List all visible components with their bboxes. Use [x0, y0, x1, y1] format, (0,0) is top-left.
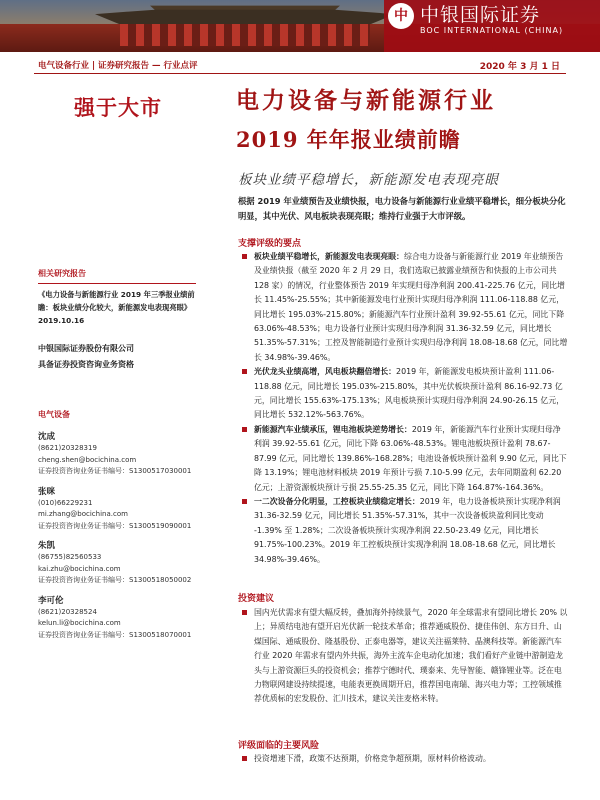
key-point-item-heading: 一二次设备分化明显，工控板块业绩稳定增长：	[254, 496, 420, 506]
key-point-item	[238, 423, 568, 495]
analyst-card	[38, 485, 198, 533]
analyst-email[interactable]: kelun.li@bocichina.com	[38, 619, 121, 627]
lead-paragraph: 根据 2019 年业绩预告及业绩快报，电力设备与新能源行业业绩平稳增长，细分板块分化明显，其中光伏、风电板块表现亮眼；维持行业强于大市评级。	[238, 196, 566, 221]
key-point-item-text: 综合电力设备与新能源行业 2019 年业绩预告及业绩快报（截至 2020 年 2 月 29 日，我们选取已披露业绩预告和快报的上市公司共 128 家）的情况，行业整体预告 2019 年实现归母净利润 200.41-225.76 亿元，同比增长 11.45%-25.55%；其中新能源发电行业预计实现归母净利润 111.06-118.88 亿元，同比增长 195.03%-215.80%；新能源汽车行业预计盈利 39.92-55.61 亿元，同比下降 63.06%-48.53%；电力设备行业预计实现归母净利润 31.36-32.59 亿元，同比增长 51.35%-57.31%；工控及智能制造行业预计实现归母净利润 18.08-18.68 亿元，同比增长 34.98%-39.46%。	[254, 252, 568, 362]
advice-heading: 投资建议	[238, 594, 275, 604]
org-qualification: 具备证券投资咨询业务资格	[38, 360, 134, 369]
sidebar	[38, 268, 198, 648]
bullet-square-icon	[242, 499, 247, 504]
key-point-item	[238, 365, 568, 423]
bullet-square-icon	[242, 610, 247, 615]
analyst-card	[38, 430, 198, 478]
palace-roof	[95, 2, 395, 24]
advice-item	[238, 606, 568, 707]
brand-name-en: BOC INTERNATIONAL (CHINA)	[420, 26, 564, 35]
key-point-item	[238, 495, 568, 567]
related-report: 《电力设备与新能源行业 2019 年三季报业绩前瞻：板块业绩分化较大，新能源发电表现亮眼》2019.10.16	[38, 290, 195, 325]
page-title-line2: 2019 年年报业绩前瞻	[236, 127, 461, 152]
rating-label: 强于大市	[74, 96, 162, 120]
analyst-card	[38, 539, 198, 587]
analyst-email[interactable]: kai.zhu@bocichina.com	[38, 564, 121, 573]
key-points-list	[238, 250, 568, 567]
boc-logo-icon: 中	[388, 3, 414, 29]
analyst-name: 张咪	[38, 486, 56, 497]
sector-heading: 电气设备	[38, 410, 70, 419]
related-heading: 相关研究报告	[38, 269, 86, 278]
bullet-square-icon	[242, 427, 247, 432]
key-point-item-heading: 板块业绩平稳增长，新能源发电表现亮眼：	[254, 252, 404, 261]
page-title: 电力设备与新能源行业	[236, 87, 496, 114]
key-points-heading: 支撑评级的要点	[238, 239, 302, 249]
analyst-email[interactable]: cheng.shen@bocichina.com	[38, 455, 137, 464]
risk-item-text: 投资增速下滑，政策不达预期，价格竞争超预期，原材料价格波动。	[254, 754, 491, 763]
analyst-phone: (8621)20328524	[38, 607, 97, 616]
analyst-phone: (8621)20328319	[38, 444, 97, 452]
risk-heading: 评级面临的主要风险	[238, 741, 320, 751]
key-point-item-text: 2019 年，电力设备板块预计实现净利润 31.36-32.59 亿元，同比增长 51.35%-57.31%，其中一次设备板块盈利同比变动 -1.39% 至 1.28%；二次设备板块预计实现净利润 22.50-23.49 亿元，同比增长 91.75%-100.23%。2019 年工控板块预计实现净利润 18.08-18.68 亿元，同比增长 34.98%-39.46%。	[254, 496, 561, 564]
key-point-item-heading: 光伏龙头业绩高增，风电板块翻倍增长：	[254, 367, 397, 377]
related-divider	[38, 283, 196, 284]
palace-columns	[120, 24, 370, 46]
key-point-item	[238, 250, 568, 365]
brand-name-cn: 中银国际证券	[420, 4, 541, 26]
key-point-item-text: 2019 年，新能源发电板块预计盈利 111.06-118.88 亿元，同比增长 195.03%-215.80%，其中光伏板块预计盈利 86.16-92.73 亿元，同比增长 155.63%-175.13%；风电板块预计实现归母净利润 24.90-26.15 亿元，同比增长 532.12%-563.76%。	[254, 367, 565, 420]
bullet-square-icon	[242, 756, 247, 761]
analyst-card	[38, 594, 198, 642]
analyst-name: 李可伦	[38, 595, 64, 606]
header-banner	[0, 0, 600, 52]
analyst-cert: 证券投资咨询业务证书编号：S1300519090001	[38, 521, 192, 530]
risk-item	[238, 752, 568, 766]
analyst-cert: 证券投资咨询业务证书编号：S1300518070001	[38, 630, 192, 639]
analyst-cert: 证券投资咨询业务证书编号：S1300517030001	[38, 467, 192, 475]
key-point-item-text: 2019 年，新能源汽车行业预计实现归母净利润 39.92-55.61 亿元，同比下降 63.06%-48.53%。锂电池板块预计盈利 78.67-87.99 亿元，同比增长 139.86%-168.28%；电池设备板块预计盈利 9.90 亿元，同比下降 13.19%；锂电池材料板块 2019 年预计亏损 7.10-5.99 亿元，去年同期盈利 62.20 亿元；上游资源板块预计亏损 25.55-25.35 亿元，同比下降 164.87%-164.36%。	[254, 424, 567, 492]
header-divider	[34, 73, 566, 74]
analyst-phone: (010)66229231	[38, 498, 93, 507]
analyst-name: 朱凯	[38, 541, 56, 551]
analyst-cert: 证券投资咨询业务证书编号：S1300518050002	[38, 576, 192, 584]
bullet-square-icon	[242, 254, 247, 259]
breadcrumb: 电气设备行业 | 证券研究报告 — 行业点评	[38, 61, 198, 71]
report-date: 2020 年 3 月 1 日	[479, 62, 560, 72]
analyst-phone: (86755)82560533	[38, 553, 102, 561]
advice-list	[238, 606, 568, 707]
analyst-name: 沈成	[38, 432, 56, 442]
key-point-item-heading: 新能源汽车业绩承压，锂电池板块逆势增长：	[254, 424, 412, 434]
bullet-square-icon	[242, 369, 247, 374]
org-name: 中银国际证券股份有限公司	[38, 344, 134, 353]
advice-item-text: 国内光伏需求有望大幅反转，叠加海外持续景气，2020 年全球需求有望同比增长 20% 以上；异质结电池有望开启光伏新一轮技术革命；推荐通威股份、捷佳伟创、东方日升、山煤国际、通威股份、隆基股份、正泰电器等，建议关注福莱特、晶澳科技等。新能源汽车行业 2020 年需求有望内外共振，海外主流车企电动化加速；我们看好产业链中游制造龙头与上游资源巨头的投资机会；推荐宁德时代、璞泰来、先导智能、赣锋锂业等。泛在电力物联网建设持续提速，电能表更换周期开启，推荐国电南瑞、海兴电力等；工控领域推荐优质标的宏发股份、汇川技术，建议关注麦格米特。	[254, 608, 568, 704]
subtitle: 板块业绩平稳增长，新能源发电表现亮眼	[238, 172, 499, 188]
analyst-list	[38, 430, 198, 641]
analyst-email[interactable]: mi.zhang@bocichina.com	[38, 510, 128, 518]
risk-list	[238, 752, 568, 766]
